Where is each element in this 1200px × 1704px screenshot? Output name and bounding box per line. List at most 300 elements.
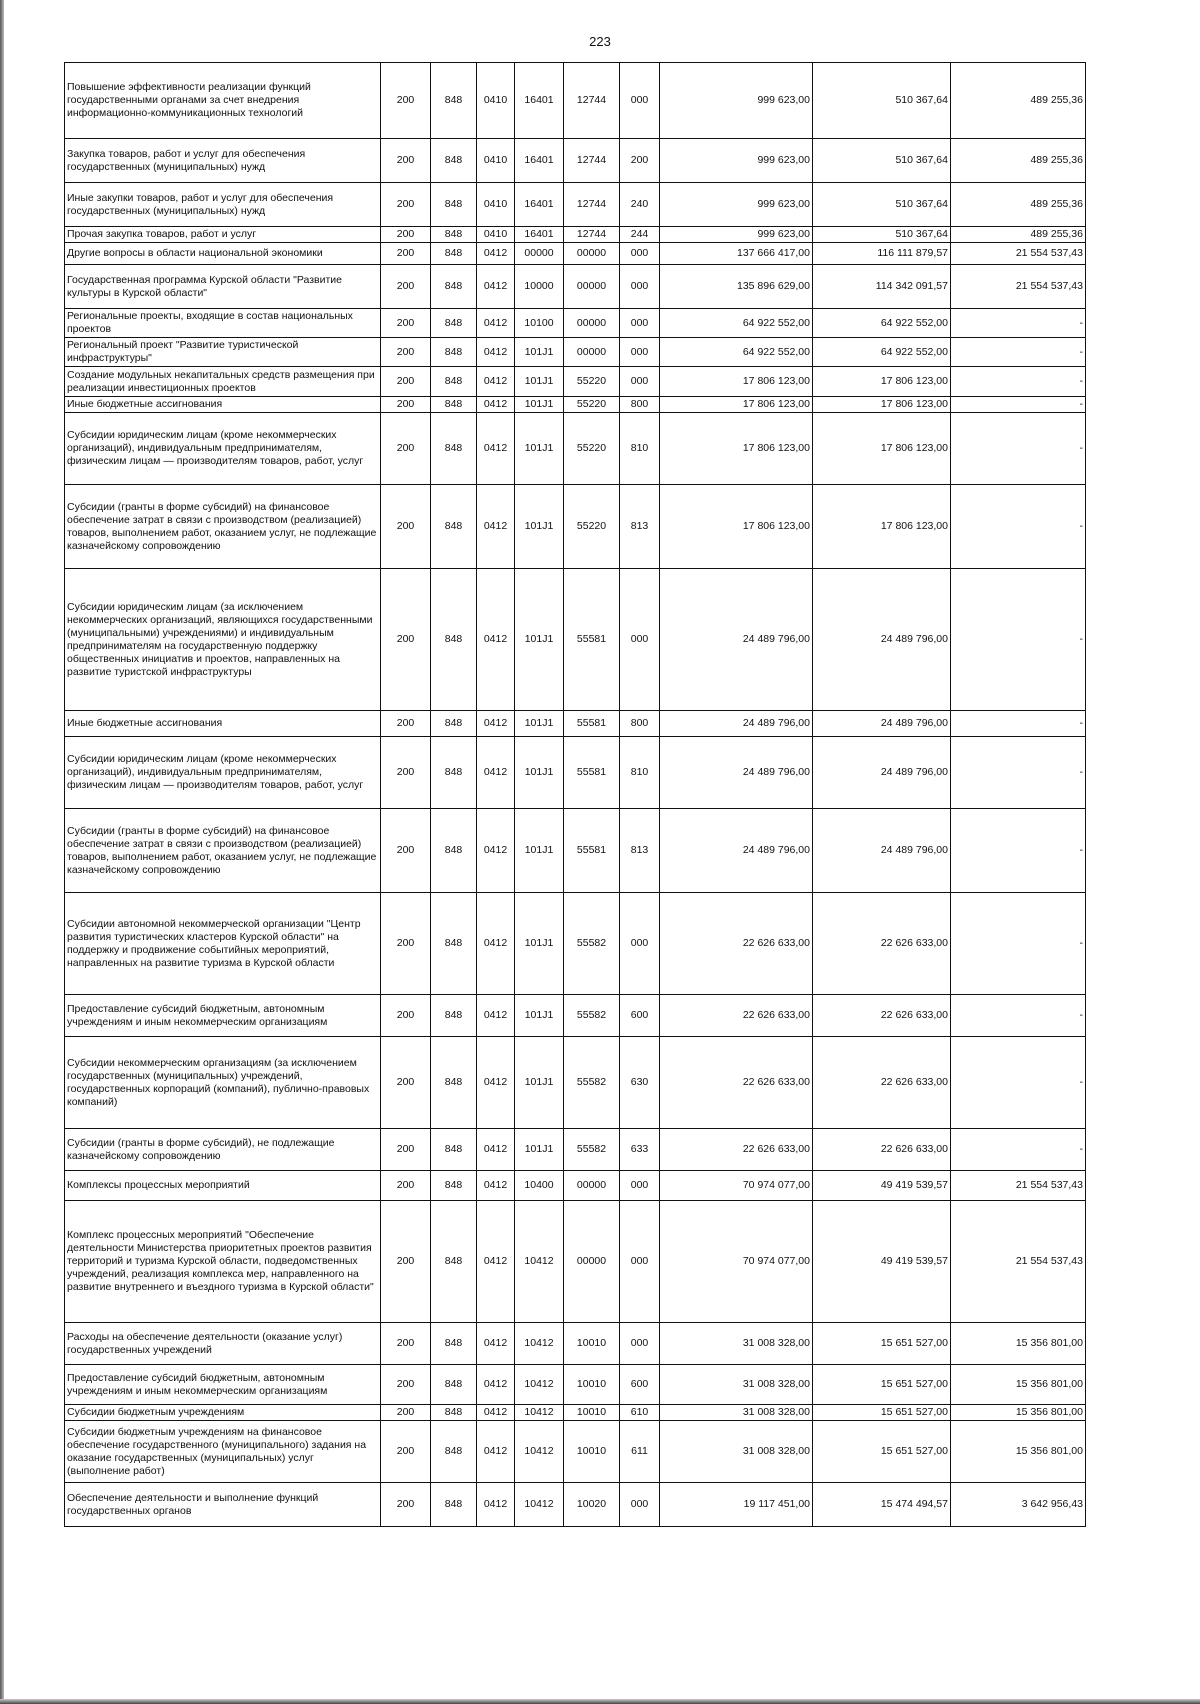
row-name: Субсидии автономной некоммерческой организации "Центр развития туристических кластеров Курской области" на поддержку и продвижение событийных мероприятий, направленных на развитие туризма в Курской области (65, 893, 381, 995)
row-code-5: 55582 (564, 1037, 620, 1129)
row-code-4: 10412 (515, 1421, 564, 1483)
row-code-5: 00000 (564, 309, 620, 338)
row-code-2: 848 (431, 1201, 477, 1323)
row-code-4: 101J1 (515, 995, 564, 1037)
row-code-6: 600 (620, 1365, 660, 1405)
row-code-5: 55220 (564, 485, 620, 569)
row-code-6: 630 (620, 1037, 660, 1129)
row-code-1: 200 (381, 1365, 431, 1405)
row-code-5: 10020 (564, 1483, 620, 1527)
row-code-3: 0410 (477, 183, 515, 227)
row-code-4: 10412 (515, 1201, 564, 1323)
row-name: Субсидии (гранты в форме субсидий) на финансовое обеспечение затрат в связи с производством (реализацией) товаров, выполнением работ, оказанием услуг, не подлежащие казначейскому сопровождению (65, 809, 381, 893)
row-code-5: 12744 (564, 183, 620, 227)
row-code-6: 000 (620, 309, 660, 338)
table-row (65, 338, 1086, 367)
row-code-5: 55581 (564, 569, 620, 711)
table-row (65, 183, 1086, 227)
row-name: Расходы на обеспечение деятельности (оказание услуг) государственных учреждений (65, 1323, 381, 1365)
row-code-2: 848 (431, 1323, 477, 1365)
table-row (65, 1171, 1086, 1201)
row-amount-3: - (951, 413, 1086, 485)
row-code-2: 848 (431, 265, 477, 309)
row-amount-3: - (951, 711, 1086, 737)
row-amount-3: 3 642 956,43 (951, 1483, 1086, 1527)
table-row (65, 893, 1086, 995)
row-code-5: 12744 (564, 227, 620, 243)
row-amount-3: 489 255,36 (951, 227, 1086, 243)
row-code-6: 000 (620, 1171, 660, 1201)
row-code-4: 16401 (515, 183, 564, 227)
row-code-2: 848 (431, 367, 477, 397)
row-amount-1: 31 008 328,00 (660, 1365, 813, 1405)
row-code-6: 813 (620, 809, 660, 893)
row-code-2: 848 (431, 1483, 477, 1527)
row-amount-3: 21 554 537,43 (951, 1171, 1086, 1201)
row-code-1: 200 (381, 397, 431, 413)
table-row (65, 1323, 1086, 1365)
row-name: Закупка товаров, работ и услуг для обеспечения государственных (муниципальных) нужд (65, 139, 381, 183)
row-code-6: 000 (620, 243, 660, 265)
row-amount-3: - (951, 367, 1086, 397)
row-code-4: 101J1 (515, 413, 564, 485)
row-code-4: 101J1 (515, 1129, 564, 1171)
row-code-4: 10412 (515, 1323, 564, 1365)
row-code-2: 848 (431, 711, 477, 737)
row-name: Субсидии юридическим лицам (кроме некоммерческих организаций), индивидуальным предпринимателям, физическим лицам — производителям товаров, работ, услуг (65, 413, 381, 485)
row-amount-1: 17 806 123,00 (660, 485, 813, 569)
row-code-6: 800 (620, 711, 660, 737)
row-code-6: 000 (620, 338, 660, 367)
row-code-1: 200 (381, 63, 431, 139)
row-amount-2: 24 489 796,00 (813, 809, 951, 893)
row-code-2: 848 (431, 737, 477, 809)
table-row (65, 1037, 1086, 1129)
row-code-4: 101J1 (515, 569, 564, 711)
row-amount-1: 70 974 077,00 (660, 1171, 813, 1201)
row-amount-1: 64 922 552,00 (660, 338, 813, 367)
row-amount-2: 15 651 527,00 (813, 1323, 951, 1365)
row-code-4: 10412 (515, 1405, 564, 1421)
row-code-3: 0412 (477, 1483, 515, 1527)
table-row (65, 1421, 1086, 1483)
row-name: Иные бюджетные ассигнования (65, 397, 381, 413)
row-code-2: 848 (431, 1405, 477, 1421)
row-code-5: 55581 (564, 737, 620, 809)
row-amount-3: 15 356 801,00 (951, 1421, 1086, 1483)
row-code-6: 000 (620, 1323, 660, 1365)
row-name: Иные бюджетные ассигнования (65, 711, 381, 737)
row-code-4: 10400 (515, 1171, 564, 1201)
row-amount-2: 15 651 527,00 (813, 1405, 951, 1421)
row-amount-2: 24 489 796,00 (813, 569, 951, 711)
row-code-4: 101J1 (515, 485, 564, 569)
row-amount-1: 31 008 328,00 (660, 1323, 813, 1365)
row-code-5: 10010 (564, 1421, 620, 1483)
row-amount-2: 22 626 633,00 (813, 893, 951, 995)
row-code-1: 200 (381, 227, 431, 243)
row-code-6: 240 (620, 183, 660, 227)
row-code-5: 55220 (564, 397, 620, 413)
row-code-1: 200 (381, 485, 431, 569)
row-name: Комплексы процессных мероприятий (65, 1171, 381, 1201)
row-code-3: 0412 (477, 243, 515, 265)
row-amount-3: 15 356 801,00 (951, 1405, 1086, 1421)
row-amount-3: - (951, 737, 1086, 809)
row-name: Предоставление субсидий бюджетным, автономным учреждениям и иным некоммерческим организациям (65, 1365, 381, 1405)
row-code-3: 0412 (477, 737, 515, 809)
row-code-2: 848 (431, 139, 477, 183)
row-amount-1: 70 974 077,00 (660, 1201, 813, 1323)
row-code-1: 200 (381, 243, 431, 265)
row-code-3: 0412 (477, 1365, 515, 1405)
row-amount-1: 22 626 633,00 (660, 1129, 813, 1171)
row-amount-2: 17 806 123,00 (813, 485, 951, 569)
row-amount-1: 31 008 328,00 (660, 1405, 813, 1421)
row-code-1: 200 (381, 1201, 431, 1323)
row-amount-3: - (951, 338, 1086, 367)
row-amount-2: 49 419 539,57 (813, 1201, 951, 1323)
row-amount-3: 489 255,36 (951, 139, 1086, 183)
row-amount-1: 17 806 123,00 (660, 413, 813, 485)
table-row (65, 569, 1086, 711)
row-code-2: 848 (431, 1129, 477, 1171)
row-name: Обеспечение деятельности и выполнение функций государственных органов (65, 1483, 381, 1527)
row-code-3: 0412 (477, 1405, 515, 1421)
table-row (65, 809, 1086, 893)
row-name: Другие вопросы в области национальной экономики (65, 243, 381, 265)
row-code-4: 10412 (515, 1365, 564, 1405)
table-row (65, 1201, 1086, 1323)
row-code-6: 600 (620, 995, 660, 1037)
row-amount-2: 17 806 123,00 (813, 367, 951, 397)
row-code-5: 55582 (564, 995, 620, 1037)
row-amount-1: 22 626 633,00 (660, 995, 813, 1037)
row-amount-2: 22 626 633,00 (813, 1129, 951, 1171)
row-code-4: 16401 (515, 139, 564, 183)
row-amount-2: 24 489 796,00 (813, 711, 951, 737)
row-code-5: 10010 (564, 1365, 620, 1405)
row-code-2: 848 (431, 569, 477, 711)
row-code-2: 848 (431, 1037, 477, 1129)
row-code-4: 00000 (515, 243, 564, 265)
row-amount-2: 22 626 633,00 (813, 995, 951, 1037)
row-amount-1: 64 922 552,00 (660, 309, 813, 338)
row-code-2: 848 (431, 1171, 477, 1201)
row-code-4: 101J1 (515, 893, 564, 995)
row-code-1: 200 (381, 413, 431, 485)
row-code-6: 810 (620, 737, 660, 809)
row-code-1: 200 (381, 893, 431, 995)
row-code-2: 848 (431, 397, 477, 413)
row-code-1: 200 (381, 809, 431, 893)
row-name: Субсидии бюджетным учреждениям на финансовое обеспечение государственного (муниципального) задания на оказание государственных (муниципальных) услуг (выполнение работ) (65, 1421, 381, 1483)
row-code-6: 000 (620, 893, 660, 995)
row-code-1: 200 (381, 569, 431, 711)
row-amount-2: 510 367,64 (813, 63, 951, 139)
row-code-3: 0412 (477, 413, 515, 485)
row-amount-3: - (951, 309, 1086, 338)
row-code-2: 848 (431, 243, 477, 265)
table-row (65, 1405, 1086, 1421)
table-row (65, 485, 1086, 569)
table-row (65, 309, 1086, 338)
row-amount-1: 24 489 796,00 (660, 737, 813, 809)
row-code-1: 200 (381, 183, 431, 227)
row-amount-1: 22 626 633,00 (660, 893, 813, 995)
row-code-6: 611 (620, 1421, 660, 1483)
row-name: Иные закупки товаров, работ и услуг для обеспечения государственных (муниципальных) нужд (65, 183, 381, 227)
row-code-5: 12744 (564, 63, 620, 139)
row-code-6: 000 (620, 1483, 660, 1527)
row-code-1: 200 (381, 737, 431, 809)
row-amount-1: 19 117 451,00 (660, 1483, 813, 1527)
row-code-3: 0412 (477, 809, 515, 893)
row-amount-3: - (951, 995, 1086, 1037)
row-amount-2: 15 651 527,00 (813, 1421, 951, 1483)
table-row (65, 367, 1086, 397)
budget-table-body (65, 63, 1086, 1527)
row-amount-3: - (951, 397, 1086, 413)
row-amount-3: - (951, 1129, 1086, 1171)
row-code-1: 200 (381, 711, 431, 737)
row-code-3: 0410 (477, 139, 515, 183)
table-row (65, 139, 1086, 183)
row-code-1: 200 (381, 265, 431, 309)
row-code-6: 813 (620, 485, 660, 569)
row-amount-2: 510 367,64 (813, 139, 951, 183)
table-row (65, 1483, 1086, 1527)
row-code-5: 00000 (564, 243, 620, 265)
table-row (65, 243, 1086, 265)
row-amount-3: 489 255,36 (951, 63, 1086, 139)
row-amount-3: 21 554 537,43 (951, 265, 1086, 309)
row-amount-2: 17 806 123,00 (813, 397, 951, 413)
row-code-3: 0412 (477, 397, 515, 413)
row-code-5: 00000 (564, 338, 620, 367)
row-code-5: 00000 (564, 1201, 620, 1323)
row-code-4: 16401 (515, 227, 564, 243)
row-code-6: 610 (620, 1405, 660, 1421)
row-code-2: 848 (431, 183, 477, 227)
row-code-1: 200 (381, 338, 431, 367)
row-name: Повышение эффективности реализации функций государственными органами за счет внедрения информационно-коммуникационных технологий (65, 63, 381, 139)
row-amount-2: 17 806 123,00 (813, 413, 951, 485)
row-code-1: 200 (381, 1421, 431, 1483)
row-code-6: 810 (620, 413, 660, 485)
row-amount-3: - (951, 809, 1086, 893)
row-amount-3: - (951, 893, 1086, 995)
row-code-2: 848 (431, 413, 477, 485)
row-amount-2: 49 419 539,57 (813, 1171, 951, 1201)
row-code-4: 10412 (515, 1483, 564, 1527)
row-amount-2: 24 489 796,00 (813, 737, 951, 809)
row-code-1: 200 (381, 1171, 431, 1201)
row-name: Создание модульных некапитальных средств размещения при реализации инвестиционных проектов (65, 367, 381, 397)
row-code-1: 200 (381, 995, 431, 1037)
row-amount-1: 999 623,00 (660, 63, 813, 139)
row-code-2: 848 (431, 1365, 477, 1405)
row-code-1: 200 (381, 1483, 431, 1527)
row-code-1: 200 (381, 1037, 431, 1129)
row-code-2: 848 (431, 995, 477, 1037)
row-amount-3: - (951, 1037, 1086, 1129)
row-code-3: 0412 (477, 309, 515, 338)
row-amount-2: 64 922 552,00 (813, 338, 951, 367)
row-code-3: 0412 (477, 338, 515, 367)
row-amount-1: 17 806 123,00 (660, 397, 813, 413)
row-amount-1: 999 623,00 (660, 183, 813, 227)
row-code-2: 848 (431, 1421, 477, 1483)
row-amount-1: 24 489 796,00 (660, 809, 813, 893)
page-number: 223 (589, 34, 611, 49)
row-code-3: 0410 (477, 227, 515, 243)
row-code-1: 200 (381, 1129, 431, 1171)
row-amount-1: 17 806 123,00 (660, 367, 813, 397)
row-code-3: 0412 (477, 485, 515, 569)
budget-table (64, 62, 1086, 1527)
row-code-3: 0412 (477, 1323, 515, 1365)
row-code-5: 55581 (564, 809, 620, 893)
row-code-5: 55220 (564, 367, 620, 397)
row-name: Субсидии юридическим лицам (за исключением некоммерческих организаций, являющихся государственными (муниципальными) учреждениями) и индивидуальным предпринимателям на государственную поддержку общественных инициатив и проектов, направленных на развитие туристской инфраструктуры (65, 569, 381, 711)
row-code-4: 101J1 (515, 809, 564, 893)
row-code-4: 16401 (515, 63, 564, 139)
row-code-3: 0412 (477, 265, 515, 309)
row-amount-3: - (951, 485, 1086, 569)
row-amount-2: 15 474 494,57 (813, 1483, 951, 1527)
row-code-2: 848 (431, 227, 477, 243)
row-name: Прочая закупка товаров, работ и услуг (65, 227, 381, 243)
row-code-3: 0410 (477, 63, 515, 139)
table-row (65, 1365, 1086, 1405)
row-name: Субсидии (гранты в форме субсидий), не подлежащие казначейскому сопровождению (65, 1129, 381, 1171)
row-amount-2: 510 367,64 (813, 227, 951, 243)
row-code-4: 101J1 (515, 711, 564, 737)
row-amount-2: 510 367,64 (813, 183, 951, 227)
row-amount-3: - (951, 569, 1086, 711)
row-code-2: 848 (431, 309, 477, 338)
row-code-5: 55582 (564, 893, 620, 995)
row-amount-1: 24 489 796,00 (660, 569, 813, 711)
table-row (65, 397, 1086, 413)
row-code-6: 000 (620, 367, 660, 397)
row-amount-1: 999 623,00 (660, 139, 813, 183)
row-code-3: 0412 (477, 1171, 515, 1201)
row-code-3: 0412 (477, 569, 515, 711)
row-code-5: 00000 (564, 265, 620, 309)
row-amount-3: 489 255,36 (951, 183, 1086, 227)
row-code-2: 848 (431, 485, 477, 569)
row-code-1: 200 (381, 1405, 431, 1421)
row-code-3: 0412 (477, 1129, 515, 1171)
row-amount-2: 22 626 633,00 (813, 1037, 951, 1129)
row-code-4: 10000 (515, 265, 564, 309)
row-code-4: 101J1 (515, 397, 564, 413)
row-code-5: 55581 (564, 711, 620, 737)
row-code-1: 200 (381, 1323, 431, 1365)
row-code-3: 0412 (477, 367, 515, 397)
row-name: Субсидии бюджетным учреждениям (65, 1405, 381, 1421)
row-name: Региональный проект "Развитие туристической инфраструктуры" (65, 338, 381, 367)
row-name: Комплекс процессных мероприятий "Обеспечение деятельности Министерства приоритетных проектов развития территорий и туризма Курской области, подведомственных учреждений, реализация комплекса мер, направленного на развитие внутреннего и въездного туризма в Курской области" (65, 1201, 381, 1323)
row-code-3: 0412 (477, 1037, 515, 1129)
row-code-2: 848 (431, 809, 477, 893)
table-row (65, 227, 1086, 243)
row-code-6: 000 (620, 265, 660, 309)
row-amount-3: 15 356 801,00 (951, 1365, 1086, 1405)
row-code-1: 200 (381, 139, 431, 183)
row-code-3: 0412 (477, 995, 515, 1037)
row-code-6: 000 (620, 569, 660, 711)
row-code-1: 200 (381, 309, 431, 338)
row-name: Субсидии (гранты в форме субсидий) на финансовое обеспечение затрат в связи с производством (реализацией) товаров, выполнением работ, оказанием услуг, не подлежащие казначейскому сопровождению (65, 485, 381, 569)
row-code-2: 848 (431, 338, 477, 367)
row-name: Субсидии юридическим лицам (кроме некоммерческих организаций), индивидуальным предпринимателям, физическим лицам — производителям товаров, работ, услуг (65, 737, 381, 809)
row-amount-3: 15 356 801,00 (951, 1323, 1086, 1365)
row-code-3: 0412 (477, 1201, 515, 1323)
table-row (65, 711, 1086, 737)
row-amount-2: 64 922 552,00 (813, 309, 951, 338)
row-code-6: 200 (620, 139, 660, 183)
row-code-4: 101J1 (515, 338, 564, 367)
row-code-3: 0412 (477, 893, 515, 995)
row-code-5: 10010 (564, 1323, 620, 1365)
row-amount-1: 137 666 417,00 (660, 243, 813, 265)
scan-edge-bottom (0, 1699, 1200, 1704)
row-code-5: 00000 (564, 1171, 620, 1201)
table-row (65, 995, 1086, 1037)
row-code-5: 10010 (564, 1405, 620, 1421)
row-amount-1: 135 896 629,00 (660, 265, 813, 309)
row-code-6: 633 (620, 1129, 660, 1171)
row-amount-1: 999 623,00 (660, 227, 813, 243)
table-row (65, 413, 1086, 485)
row-amount-1: 24 489 796,00 (660, 711, 813, 737)
row-code-2: 848 (431, 63, 477, 139)
row-code-3: 0412 (477, 1421, 515, 1483)
table-row (65, 265, 1086, 309)
row-name: Субсидии некоммерческим организациям (за исключением государственных (муниципальных) учреждений, государственных корпораций (компаний), публично-правовых компаний) (65, 1037, 381, 1129)
row-code-4: 101J1 (515, 1037, 564, 1129)
row-code-5: 55582 (564, 1129, 620, 1171)
row-code-1: 200 (381, 367, 431, 397)
row-code-2: 848 (431, 893, 477, 995)
row-amount-3: 21 554 537,43 (951, 243, 1086, 265)
row-amount-1: 22 626 633,00 (660, 1037, 813, 1129)
row-code-4: 101J1 (515, 737, 564, 809)
row-code-6: 244 (620, 227, 660, 243)
row-code-5: 55220 (564, 413, 620, 485)
row-code-6: 000 (620, 63, 660, 139)
row-name: Региональные проекты, входящие в состав национальных проектов (65, 309, 381, 338)
row-amount-1: 31 008 328,00 (660, 1421, 813, 1483)
row-amount-3: 21 554 537,43 (951, 1201, 1086, 1323)
table-row (65, 737, 1086, 809)
table-row (65, 63, 1086, 139)
table-row (65, 1129, 1086, 1171)
row-amount-2: 15 651 527,00 (813, 1365, 951, 1405)
row-code-3: 0412 (477, 711, 515, 737)
scan-edge-left (0, 0, 4, 1704)
row-name: Предоставление субсидий бюджетным, автономным учреждениям и иным некоммерческим организациям (65, 995, 381, 1037)
row-code-6: 000 (620, 1201, 660, 1323)
row-code-5: 12744 (564, 139, 620, 183)
row-code-6: 800 (620, 397, 660, 413)
row-name: Государственная программа Курской области "Развитие культуры в Курской области" (65, 265, 381, 309)
row-amount-2: 116 111 879,57 (813, 243, 951, 265)
row-code-4: 101J1 (515, 367, 564, 397)
